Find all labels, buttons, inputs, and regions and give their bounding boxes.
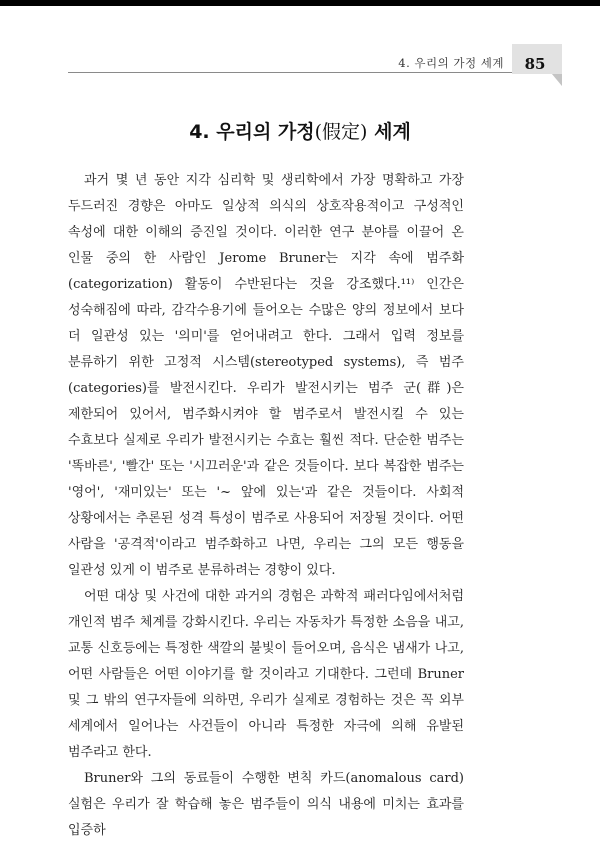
running-header: 4. 우리의 가정 세계: [398, 56, 504, 70]
paragraph-1: 과거 몇 년 동안 지각 심리학 및 생리학에서 가장 명확하고 가장 두드러진 경향은 아마도 일상적 의식의 상호작용적이고 구성적인 속성에 대한 이해의 증진일 것이다. 이러한 연구 분야를 이끌어 온 인물 중의 한 사람인 Jerome Bruner는 지각 속에 범주화(categorization) 활동이 수반된다는 것을 강조했다.¹¹⁾ 인간은 성숙해짐에 따라, 감각수용기에 들어오는 수많은 양의 정보에서 보다 더 일관성 있는 '의미'를 얻어내려고 한다. 그래서 입력 정보를 분류하기 위한 고정적 시스템(stereotyped systems), 즉 범주(categories)를 발전시킨다. 우리가 발전시키는 범주 군(群)은 제한되어 있어서, 범주화시켜야 할 범주로서 발전시킬 수 있는 수효보다 실제로 우리가 발전시키는 수효는 훨씬 적다. 단순한 범주는 '똑바른', '빨간' 또는 '시끄러운'과 같은 것들이다. 보다 복잡한 범주는 '영어', '재미있는' 또는 '~ 앞에 있는'과 같은 것들이다. 사회적 상황에서는 추론된 성격 특성이 범주로 사용되어 저장될 것이다. 어떤 사람을 '공격적'이라고 범주화하고 나면, 우리는 그의 모든 행동을 일관성 있게 이 범주로 분류하려는 경향이 있다.: [68, 173, 464, 578]
chapter-title-suffix: 세계: [367, 121, 411, 143]
chapter-title-main: 4. 우리의 가정: [189, 121, 315, 143]
paragraph-2: 어떤 대상 및 사건에 대한 과거의 경험은 과학적 패러다임에서처럼 개인적 범주 체계를 강화시킨다. 우리는 자동차가 특정한 소음을 내고, 교통 신호등에는 특정한 색깔의 불빛이 들어오며, 음식은 냄새가 나고, 어떤 사람들은 어떤 이야기를 할 것이라고 기대한다. 그런데 Bruner 및 그 밖의 연구자들에 의하면, 우리가 실제로 경험하는 것은 꼭 외부 세계에서 일어나는 사건들이 아니라 특정한 자극에 의해 유발된 범주라고 한다.: [68, 589, 464, 760]
page-number: 85: [524, 55, 546, 73]
body-text: [68, 168, 464, 844]
paragraph-3: Bruner와 그의 동료들이 수행한 변칙 카드(anomalous card) 실험은 우리가 잘 학습해 놓은 범주들이 의식 내용에 미치는 효과를 입증하: [68, 771, 464, 838]
chapter-title-hanja: (假定): [314, 121, 368, 143]
top-border-bar: [0, 0, 600, 6]
chapter-title: [0, 117, 600, 144]
header-rule: [68, 72, 512, 73]
